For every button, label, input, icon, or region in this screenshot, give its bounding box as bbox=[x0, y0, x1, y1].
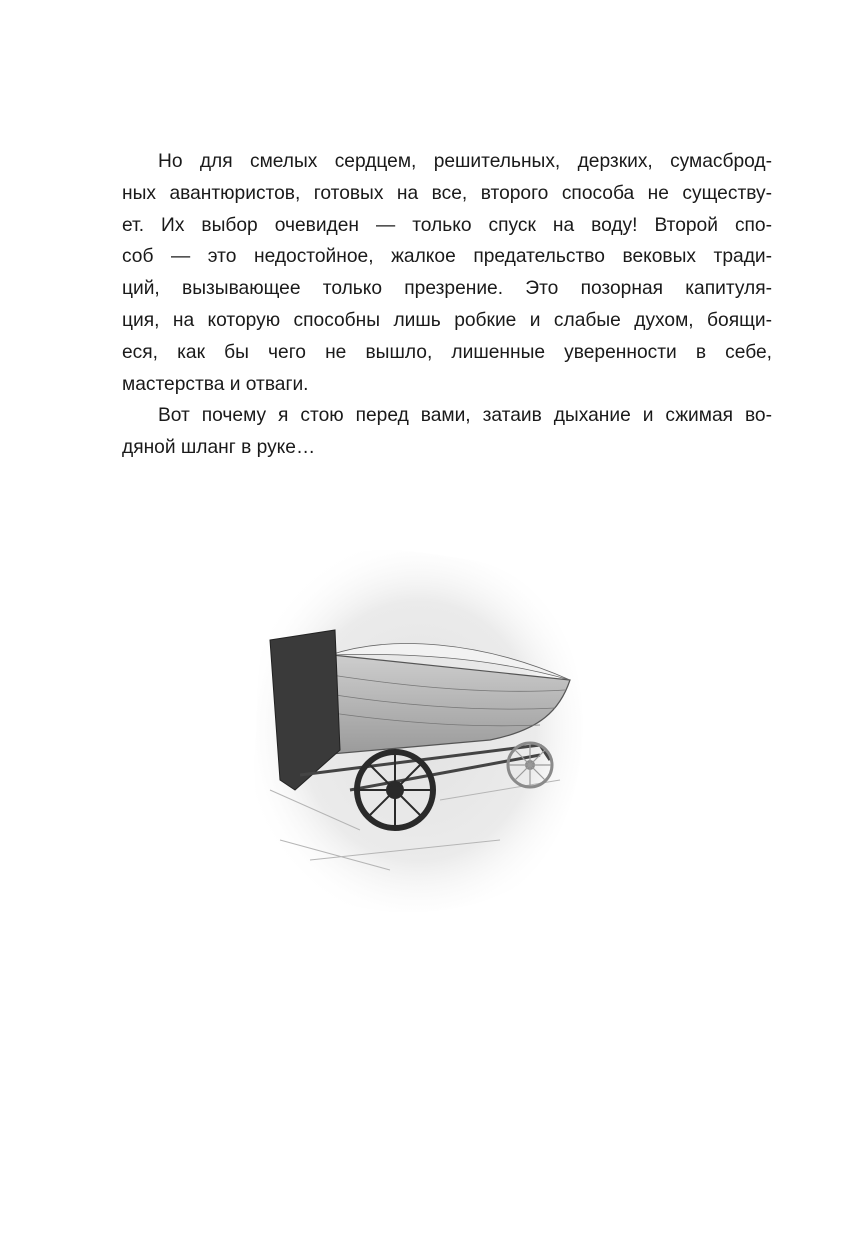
paragraph-2 bbox=[122, 400, 772, 464]
text-line: еся, как бы чего не вышло, лишенные уверенности в себе, bbox=[122, 341, 772, 363]
boat-trailer-illustration bbox=[240, 540, 590, 920]
text-line: ция, на которую способны лишь робкие и слабые духом, боящи- bbox=[122, 309, 772, 331]
wheel-rear bbox=[508, 743, 552, 787]
text-line: ных авантюристов, готовых на все, второго способа не существу- bbox=[122, 182, 772, 204]
text-line: соб — это недостойное, жалкое предательство вековых тради- bbox=[122, 246, 772, 268]
text-line: ций, вызывающее только презрение. Это позорная капитуля- bbox=[122, 278, 772, 300]
wheel-front bbox=[357, 752, 433, 828]
text-line: ет. Их выбор очевиден — только спуск на воду! Второй спо- bbox=[122, 214, 772, 236]
text-line: Но для смелых сердцем, решительных, дерзких, сумасброд- bbox=[158, 151, 772, 172]
body-text bbox=[122, 146, 772, 464]
text-line: мастерства и отваги. bbox=[122, 373, 309, 395]
paragraph-1 bbox=[122, 146, 772, 400]
text-line: Вот почему я стою перед вами, затаив дыхание и сжимая во- bbox=[158, 405, 772, 427]
text-line: дяной шланг в руке… bbox=[122, 437, 316, 459]
